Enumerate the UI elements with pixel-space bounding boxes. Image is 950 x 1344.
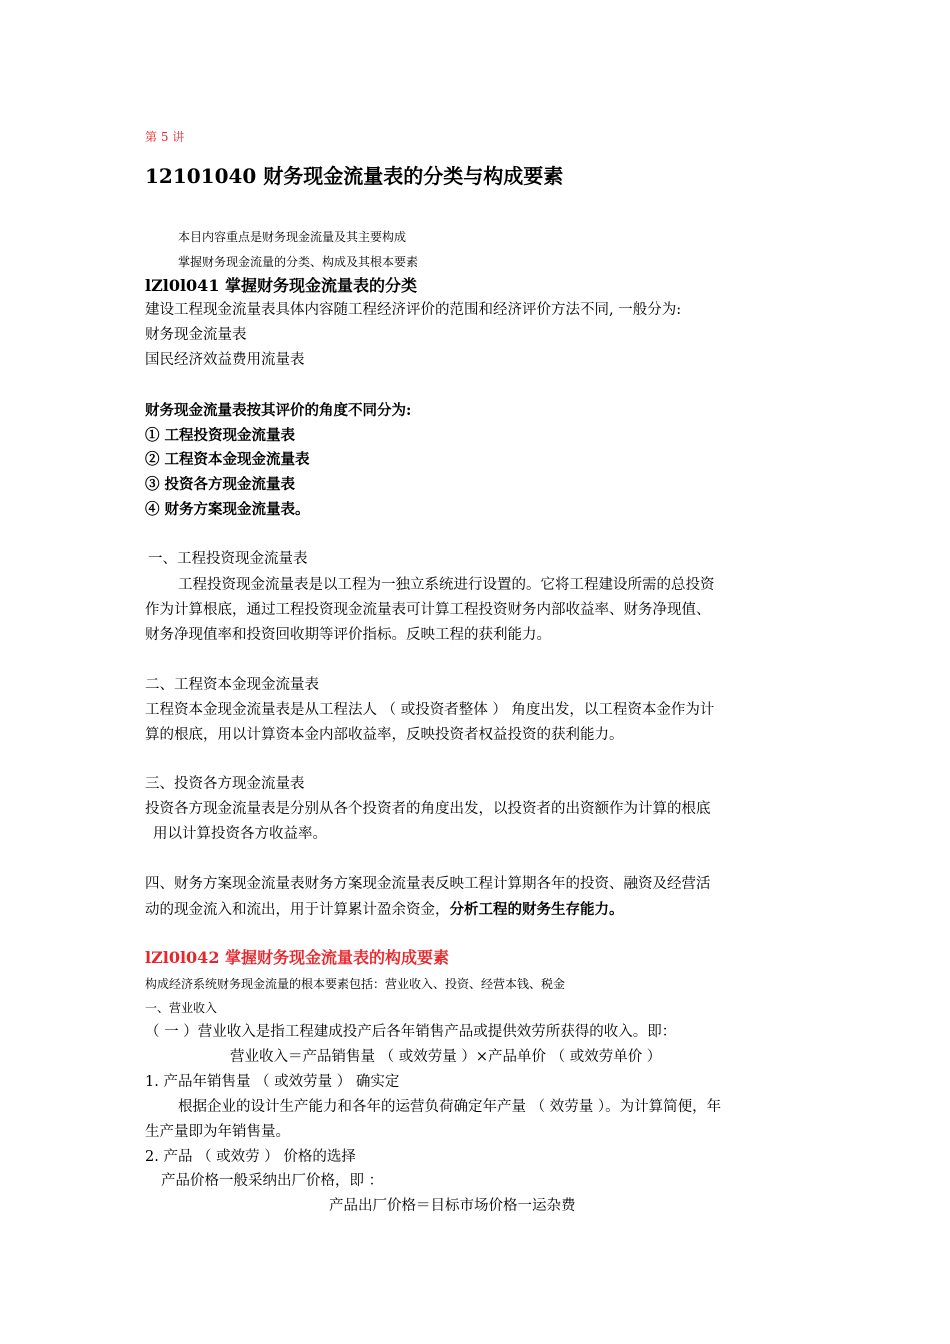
paragraph-line: 工程资本金现金流量表是从工程法人 （ 或投资者整体 ） 角度出发，以工程资本金作为计 xyxy=(145,702,715,718)
list-item: 财务现金流量表 xyxy=(145,327,247,343)
paragraph-line: （ 一 ）营业收入是指工程建成投产后各年销售产品或提供效劳所获得的收入。即： xyxy=(145,1024,677,1040)
paragraph-line: 2. 产品 （ 或效劳 ） 价格的选择 xyxy=(145,1149,356,1165)
formula: 产品出厂价格＝目标市场价格一运杂费 xyxy=(329,1198,576,1214)
page-title: 12101040 财务现金流量表的分类与构成要素 xyxy=(145,164,564,188)
list-item: ② 工程资本金现金流量表 xyxy=(145,451,310,468)
subsection-title: 一、工程投资现金流量表 xyxy=(148,551,308,567)
paragraph-line xyxy=(145,901,624,919)
section-heading: lZl0l042 掌握财务现金流量表的构成要素 xyxy=(145,948,450,967)
formula: 营业收入＝产品销售量 （ 或效劳量 ）×产品单价 （ 或效劳单价 ） xyxy=(230,1049,662,1065)
paragraph-line: 投资各方现金流量表是分别从各个投资者的角度出发，以投资者的出资额作为计算的根底 xyxy=(145,801,711,817)
subsection-title: 三、投资各方现金流量表 xyxy=(145,776,305,792)
paragraph-text: 动的现金流入和流出，用于计算累计盈余资金， xyxy=(145,902,450,918)
paragraph-line: 生产量即为年销售量。 xyxy=(145,1124,290,1140)
paragraph-line: 用以计算投资各方收益率。 xyxy=(153,826,327,842)
paragraph-line: 1. 产品年销售量 （ 或效劳量 ） 确实定 xyxy=(145,1074,400,1090)
paragraph-line: 根据企业的设计生产能力和各年的运营负荷确定年产量 （ 效劳量 ）。为计算简便，年 xyxy=(178,1099,722,1115)
paragraph-line: 四、财务方案现金流量表财务方案现金流量表反映工程计算期各年的投资、融资及经营活 xyxy=(145,876,711,892)
subsection-title: 二、工程资本金现金流量表 xyxy=(145,677,319,693)
intro-line: 掌握财务现金流量的分类、构成及其根本要素 xyxy=(178,255,419,269)
list-item: 国民经济效益费用流量表 xyxy=(145,352,305,368)
paragraph-line: 算的根底，用以计算资本金内部收益率，反映投资者权益投资的获利能力。 xyxy=(145,727,624,743)
list-item: ④ 财务方案现金流量表。 xyxy=(145,501,310,518)
intro-line: 本目内容重点是财务现金流量及其主要构成 xyxy=(178,230,407,244)
paragraph: 建设工程现金流量表具体内容随工程经济评价的范围和经济评价方法不同, 一般分为: xyxy=(145,302,682,318)
list-item: ③ 投资各方现金流量表 xyxy=(145,476,296,493)
subheading: 财务现金流量表按其评价的角度不同分为: xyxy=(145,402,412,419)
section-heading: lZl0l041 掌握财务现金流量表的分类 xyxy=(145,276,418,295)
list-item: ① 工程投资现金流量表 xyxy=(145,427,296,444)
paragraph-line: 作为计算根底，通过工程投资现金流量表可计算工程投资财务内部收益率、财务净现值、 xyxy=(145,602,711,618)
paragraph-line: 工程投资现金流量表是以工程为一独立系统进行设置的。它将工程建设所需的总投资 xyxy=(178,577,715,593)
paragraph: 构成经济系统财务现金流量的根本要素包括：营业收入、投资、经营本钱、税金 xyxy=(145,977,566,991)
paragraph-line: 产品价格一般采纳出厂价格，即 ： xyxy=(161,1173,384,1189)
emphasis-text: 分析工程的财务生存能力。 xyxy=(449,901,624,918)
subsection-title: 一、营业收入 xyxy=(145,1001,218,1015)
paragraph-line: 财务净现值率和投资回收期等评价指标。反映工程的获利能力。 xyxy=(145,627,551,643)
lecture-label: 第 5 讲 xyxy=(145,130,185,144)
